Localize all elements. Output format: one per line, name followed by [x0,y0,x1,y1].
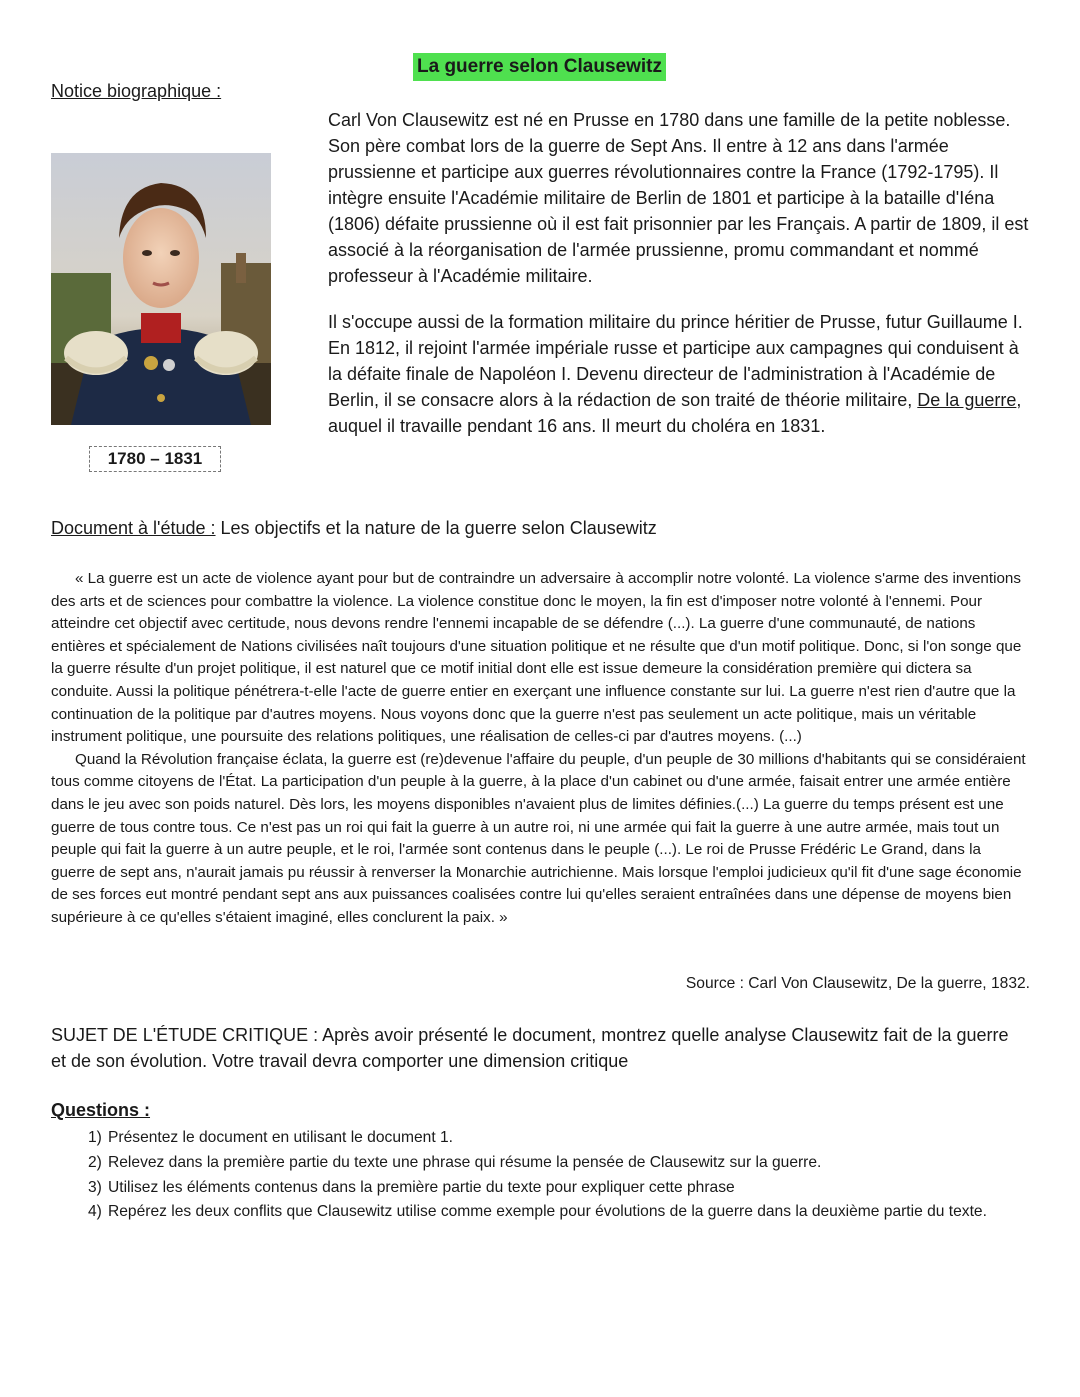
bio-paragraph-2-start: Il s'occupe aussi de la formation militaire du prince héritier de Prusse, futur Guillaume I. En 1812, il rejoint l'armée impériale russe et participe aux campagnes qui conduisent à la défaite finale de Napoléon I. Devenu directeur de l'administration à l'Académie de Berlin, il se consacre alors à la rédaction de son traité de théorie militaire, [328,312,1023,410]
questions-heading: Questions : [51,1100,151,1120]
questions-list [88,1126,1028,1225]
question-item: 2) Relevez dans la première partie du texte une phrase qui résume la pensée de Clausewitz sur la guerre. [88,1153,822,1171]
document-heading-text: Les objectifs et la nature de la guerre selon Clausewitz [215,518,657,538]
page-title: La guerre selon Clausewitz [413,53,666,81]
bio-paragraph-2 [328,309,1034,439]
critical-study-subject: SUJET DE L'ÉTUDE CRITIQUE : Après avoir présenté le document, montrez quelle analyse Clausewitz fait de la guerre et de son évolution. Votre travail devra comporter une dimension critique [51,1025,1009,1071]
bio-paragraph-2-end: , auquel il travaille pendant 16 ans. Il meurt du choléra en 1831. [328,390,1022,436]
document-quote [51,568,1026,930]
document-heading-label: Document à l'étude : [51,518,216,538]
book-title: De la guerre [917,390,1017,410]
portrait-image [51,153,271,425]
question-item: 3) Utilisez les éléments contenus dans la première partie du texte pour expliquer cette phrase [88,1178,735,1196]
quote-paragraph-1: « La guerre est un acte de violence ayant pour but de contraindre un adversaire à accomplir notre volonté. La violence s'arme des inventions des arts et de sciences pour combattre la violence. La violence constitue donc le moyen, la fin est d'imposer notre volonté à l'ennemi. Pour atteindre cet objectif avec certitude, nous devons rendre l'ennemi incapable de se défendre (...). La guerre d'une communauté, de nations entières et spécialement de Nations civilisées naît toujours d'une situation politique et ne résulte que d'un motif politique. Donc, si l'on songe que la guerre résulte d'un projet politique, il est naturel que ce motif initial dont elle est issue demeure la considération première qui dictera sa conduite. Aussi la politique pénétrera-t-elle l'acte de guerre entier en exerçant une influence constante sur lui. La guerre n'est rien d'autre que la continuation de la politique par d'autres moyens. Nous voyons donc que la guerre n'est pas seulement un acte politique, mais un véritable instrument politique, une poursuite des relations politiques, une réalisation de celles-ci par d'autres moyens. (...) [51,570,1022,746]
quote-paragraph-2: Quand la Révolution française éclata, la guerre est (re)devenue l'affaire du peuple, d'un peuple de 30 millions d'habitants qui se considéraient tous comme citoyens de l'État. La participation d'un peuple à la guerre, à la place d'un cabinet ou d'une armée, faisait entrer une armée entière dans le jeu avec son poids naturel. Dès lors, les moyens disponibles n'avaient plus de limites définies.(...) La guerre du temps présent est une guerre de tous contre tous. Ce n'est pas un roi qui fait la guerre à un autre roi, ni une armée qui fait la guerre à une autre armée, mais tout un peuple qui fait la guerre à un autre peuple, et le roi, l'armée sont contenus dans le peuple (...). Le roi de Prusse Frédéric Le Grand, dans la guerre de sept ans, n'aurait jamais pu réussir à renverser la Monarchie autrichienne. Mais lorsque l'emploi judicieux qu'il fit d'une sage économie de ses forces eut montré pendant sept ans aux puissances coalisées contre lui qu'elles seraient entraînées dans une dépense de moyens bien supérieure à ce qu'elles s'étaient imaginé, elles conclurent la paix. » [51,750,1026,926]
question-item: 1) Présentez le document en utilisant le document 1. [88,1129,453,1146]
document-heading [51,518,657,539]
bio-heading: Notice biographique : [51,81,222,101]
question-item: 4) Repérez les deux conflits que Clausewitz utilise comme exemple pour évolutions de la guerre dans la deuxième partie du texte. [88,1203,987,1221]
source-citation: Source : Carl Von Clausewitz, De la guerre, 1832. [685,975,1030,992]
life-years-box: 1780 – 1831 [89,446,221,472]
bio-paragraph-1: Carl Von Clausewitz est né en Prusse en 1780 dans une famille de la petite noblesse. Son père combat lors de la guerre de Sept Ans. Il entre à 12 ans dans l'armée prussienne et participe aux guerres révolutionnaires contre la France (1792-1795). Il intègre ensuite l'Académie militaire de Berlin de 1801 et participe à la bataille d'Iéna (1806) défaite prussienne où il est fait prisonnier par les Français. A partir de 1809, il est associé à la réorganisation de l'armée prussienne, promu commandant et nommé professeur à l'Académie militaire. [328,110,1029,286]
